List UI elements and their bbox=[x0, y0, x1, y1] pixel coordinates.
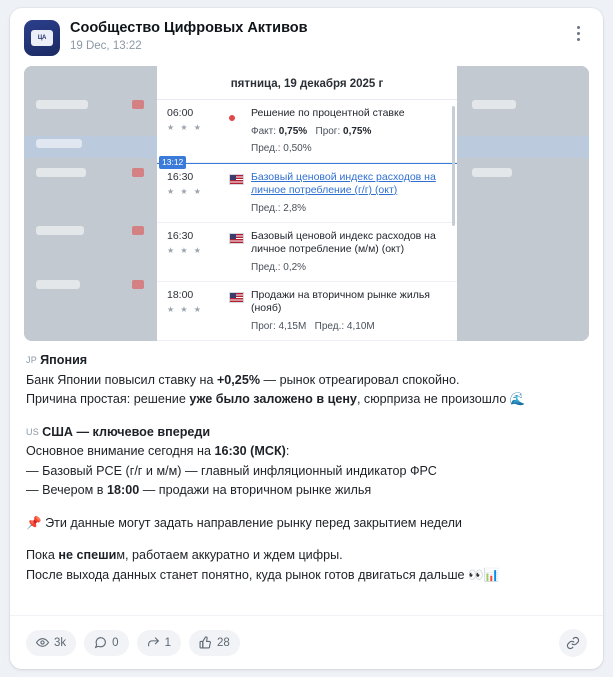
usa-line-3 bbox=[26, 481, 587, 501]
closing-line-1 bbox=[26, 546, 587, 566]
economic-calendar bbox=[157, 66, 457, 341]
calendar-date-title: пятница, 19 декабря 2025 г bbox=[157, 66, 457, 100]
japan-line-1 bbox=[26, 371, 587, 391]
event-name: Продажи на вторичном рынке жилья (нояб) bbox=[251, 288, 430, 314]
calendar-event-row[interactable] bbox=[157, 223, 457, 282]
japan-line1-c: — рынок отреагировал спокойно. bbox=[260, 372, 460, 387]
fact-value: 0,75% bbox=[278, 125, 308, 137]
usa-line-2: — Базовый PCE (г/г и м/м) — главный инфляционный индикатор ФРС bbox=[26, 463, 437, 478]
blurred-right-region bbox=[454, 66, 589, 341]
usa-heading bbox=[26, 423, 587, 443]
event-time: 16:30 bbox=[167, 229, 194, 242]
event-body bbox=[251, 107, 449, 155]
closing-line-2 bbox=[26, 566, 587, 586]
event-previous: Пред.: 4,10M bbox=[314, 320, 375, 332]
eyes-chart-emoji: 👀📊 bbox=[468, 567, 500, 582]
event-previous: Пред.: 0,50% bbox=[251, 142, 312, 154]
likes-count: 28 bbox=[216, 636, 230, 649]
japan-rate-change: +0,25% bbox=[216, 372, 261, 387]
usa-key-time: 16:30 (МСК) bbox=[214, 444, 286, 458]
usa-line-1 bbox=[26, 442, 587, 462]
views-count: 3k bbox=[54, 636, 67, 649]
post-footer bbox=[10, 615, 603, 669]
japan-title: Япония bbox=[40, 353, 88, 367]
event-importance-stars: ★ ★ ★ bbox=[167, 186, 203, 196]
share-icon bbox=[147, 636, 160, 649]
event-time-block bbox=[167, 107, 229, 155]
event-name: Базовый ценовой индекс расходов на личное потребление (м/м) (окт) bbox=[251, 229, 436, 255]
more-vertical-icon[interactable] bbox=[567, 22, 589, 44]
event-name-link[interactable]: Базовый ценовой индекс расходов на личное потребление (г/г) (окт) bbox=[251, 170, 436, 196]
event-time: 06:00 bbox=[167, 107, 194, 119]
japan-line2-a: Причина простая: решение bbox=[26, 392, 190, 406]
closing-line1-a: Пока bbox=[26, 548, 59, 562]
pinned-note bbox=[26, 514, 587, 534]
event-importance-stars: ★ ★ ★ bbox=[167, 245, 203, 255]
usa-line1-c: : bbox=[285, 444, 290, 458]
japan-heading bbox=[26, 351, 587, 371]
event-time-block bbox=[167, 171, 229, 215]
wave-emoji: 🌊 bbox=[509, 392, 526, 406]
event-meta bbox=[251, 125, 449, 138]
event-time: 18:00 bbox=[167, 288, 194, 301]
event-name: Решение по процентной ставке bbox=[251, 107, 405, 119]
usa-evening-time: 18:00 bbox=[107, 483, 140, 497]
usa-line1-a: Основное внимание сегодня на bbox=[26, 444, 215, 458]
japan-line-2 bbox=[26, 390, 587, 410]
event-body bbox=[251, 289, 449, 333]
us-flag-icon bbox=[229, 230, 251, 274]
comment-icon bbox=[94, 636, 107, 649]
header-text bbox=[70, 20, 567, 54]
calendar-event-row[interactable] bbox=[157, 164, 457, 223]
event-time: 16:30 bbox=[167, 170, 194, 183]
event-time-block bbox=[167, 289, 229, 333]
event-previous: Пред.: 0,2% bbox=[251, 261, 307, 273]
pin-emoji: 📌 bbox=[26, 515, 42, 530]
calendar-event-row[interactable] bbox=[157, 282, 457, 341]
forecast-label: Прог: bbox=[251, 320, 276, 332]
attached-screenshot[interactable] bbox=[24, 66, 589, 341]
thumbs-up-icon bbox=[199, 636, 212, 649]
pinned-note-text: Эти данные могут задать направление рынку перед закрытием недели bbox=[45, 515, 462, 530]
comments-count: 0 bbox=[112, 636, 119, 649]
closing-bold: не спеши bbox=[58, 548, 117, 562]
calendar-scrollbar[interactable] bbox=[452, 106, 455, 226]
country-dot-icon bbox=[229, 107, 251, 155]
forecast-value: 0,75% bbox=[343, 125, 372, 137]
usa-line3-c: — продажи на вторичном рынке жилья bbox=[139, 483, 372, 497]
post-header bbox=[10, 8, 603, 62]
us-flag-icon bbox=[229, 289, 251, 333]
avatar[interactable] bbox=[24, 20, 60, 56]
post-timestamp: 19 Dec, 13:22 bbox=[70, 40, 142, 52]
closing-line1-c: м, работаем аккуратно и ждем цифры. bbox=[116, 548, 343, 562]
usa-title: США — ключевое впереди bbox=[42, 424, 211, 439]
event-meta bbox=[251, 320, 449, 333]
jp-country-code: JP bbox=[26, 355, 38, 365]
avatar-label: ЦА bbox=[31, 30, 53, 46]
event-body bbox=[251, 230, 449, 274]
paragraph-spacer bbox=[26, 410, 587, 423]
post-card bbox=[10, 8, 603, 669]
forecast-label: Прог: bbox=[315, 125, 341, 137]
post-body-text bbox=[10, 341, 603, 589]
channel-name: Сообщество Цифровых Активов bbox=[70, 20, 308, 36]
usa-line3-a: — Вечером в bbox=[26, 483, 107, 497]
views-chip[interactable] bbox=[26, 630, 76, 656]
japan-line2-bold: уже было заложено в цену bbox=[189, 392, 357, 406]
event-time-block bbox=[167, 230, 229, 274]
event-body bbox=[251, 171, 449, 215]
us-flag-icon bbox=[229, 171, 251, 215]
japan-line1-a: Банк Японии повысил ставку на bbox=[26, 372, 217, 387]
fact-label: Факт: bbox=[251, 125, 277, 137]
us-country-code: US bbox=[26, 426, 40, 437]
paragraph-spacer bbox=[26, 533, 587, 546]
calendar-event-row[interactable] bbox=[157, 100, 457, 163]
eye-icon bbox=[36, 636, 49, 649]
event-importance-stars: ★ ★ ★ bbox=[167, 304, 203, 314]
comments-chip[interactable] bbox=[84, 630, 128, 656]
blurred-left-region bbox=[24, 66, 159, 341]
shares-count: 1 bbox=[164, 636, 171, 649]
link-icon[interactable] bbox=[559, 629, 587, 657]
event-importance-stars: ★ ★ ★ bbox=[167, 123, 203, 132]
current-time-badge: 13:12 bbox=[159, 156, 186, 169]
closing-line2-text: После выхода данных станет понятно, куда рынок готов двигаться дальше bbox=[26, 567, 469, 582]
forecast-value: 4,15M bbox=[278, 320, 307, 332]
japan-line2-c: , сюрприза не произошло bbox=[356, 392, 510, 406]
shares-chip[interactable] bbox=[137, 630, 181, 656]
paragraph-spacer bbox=[26, 501, 587, 514]
event-previous: Пред.: 2,8% bbox=[251, 202, 307, 214]
likes-chip[interactable] bbox=[189, 630, 240, 656]
